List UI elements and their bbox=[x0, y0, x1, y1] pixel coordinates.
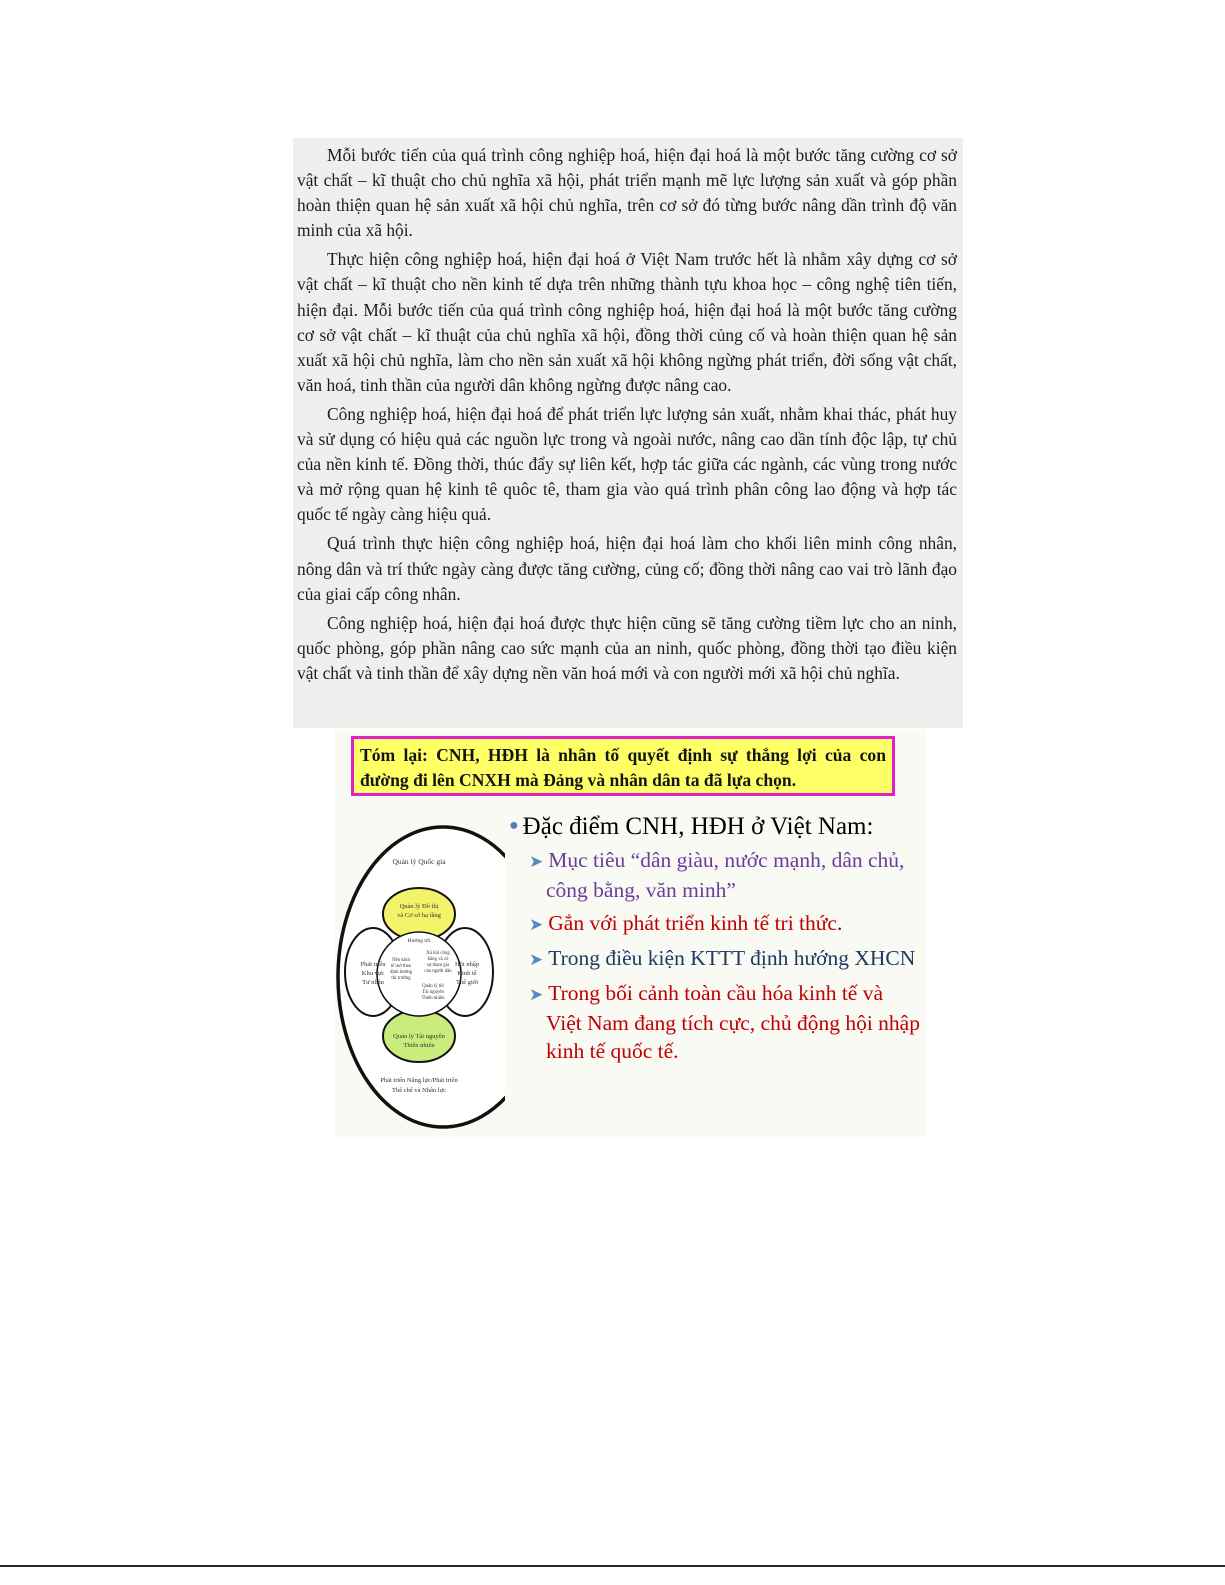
paragraph: Công nghiệp hoá, hiện đại hoá được thực hiện cũng sẽ tăng cường tiềm lực cho an ninh, quốc phòng, góp phần nâng cao sức mạnh của an ninh, quốc phòng, đồng thời tạo điều kiện vật chất và tinh thần để xây dựng nền văn hoá mới và con người mới xã hội chủ nghĩa. bbox=[297, 612, 957, 683]
list-item-tail: . bbox=[836, 911, 843, 935]
arrow-bullet-icon: ➤ bbox=[529, 985, 544, 1004]
outer-bottom-label: Phát triển Năng lực/Phát triển bbox=[380, 1077, 458, 1084]
center-title: Hướng tới bbox=[407, 938, 431, 944]
arrow-bullet-icon: ➤ bbox=[529, 852, 544, 871]
features-heading-text: Đặc điểm CNH, HĐH ở Việt Nam: bbox=[522, 813, 874, 840]
list-item-text: Gắn với phát triển kinh tế tri thức bbox=[548, 911, 837, 935]
paragraph: Thực hiện công nghiệp hoá, hiện đại hoá ở Việt Nam trước hết là nhằm xây dựng cơ sở vật chất – kĩ thuật cho nền kinh tế dựa trên những thành tựu khoa học – công nghệ tiên tiến, hiện đại. Mỗi bước tiến của quá trình công nghiệp hoá, hiện đại hoá là một bước tăng cường cơ sở vật chất – kĩ thuật của chủ nghĩa xã hội, đồng thời củng cố và hoàn thiện quan hệ sản xuất xã hội chủ nghĩa, làm cho nền sản xuất xã hội không ngừng phát triển, đời sống vật chất, văn hoá, tinh thần của người dân không ngừng được nâng cao. bbox=[297, 249, 957, 395]
right-petal-label: Thế giới bbox=[455, 979, 479, 986]
center-right-label: sự tham gia bbox=[426, 963, 450, 968]
center-right-label: của người dân bbox=[424, 969, 452, 974]
features-list bbox=[529, 846, 921, 1070]
center-left-label: thị trường bbox=[391, 976, 411, 981]
round-bullet-icon: ● bbox=[509, 817, 519, 834]
scanned-textbook-page bbox=[293, 138, 963, 728]
slide-panel bbox=[335, 729, 925, 1137]
center-bottom-label: Thiên nhiên bbox=[421, 996, 445, 1001]
center-left-label: tế mở theo bbox=[390, 964, 412, 969]
paragraph: Mỗi bước tiến của quá trình công nghiệp hoá, hiện đại hoá là một bước tăng cường cơ sở vật chất – kĩ thuật cho chủ nghĩa xã hội, phát triển mạnh mẽ lực lượng sản xuất và góp phần hoàn thiện quan hệ sản xuất xã hội chủ nghĩa, trên cơ sở đó từng bước nâng dần trình độ văn minh của xã hội. bbox=[297, 145, 957, 241]
list-item-text: Trong điều kiện KTTT định hướng XHCN bbox=[548, 946, 916, 970]
national-management-diagram bbox=[335, 824, 505, 1134]
outer-bottom-label: Thể chế và Nhân lực bbox=[391, 1087, 447, 1094]
list-item-text: Trong bối cảnh toàn cầu hóa kinh tế và Việt Nam đang tích cực, chủ động hội nhập kinh tế quốc tế. bbox=[546, 981, 920, 1063]
center-right-label: bằng và có bbox=[427, 957, 449, 962]
page-bottom-rule bbox=[0, 1565, 1225, 1567]
center-bottom-label: Quản lý tốt bbox=[422, 984, 444, 989]
top-petal-label: và Cơ sở hạ tầng bbox=[397, 912, 441, 919]
bottom-petal-label: Quản lý Tài nguyên bbox=[393, 1033, 445, 1040]
left-petal-label: Khu vực bbox=[361, 970, 385, 977]
arrow-bullet-icon: ➤ bbox=[529, 950, 544, 969]
list-item bbox=[529, 979, 921, 1065]
paragraph: Quá trình thực hiện công nghiệp hoá, hiện đại hoá làm cho khối liên minh công nhân, nông dân và trí thức ngày càng được tăng cường, củng cố; đồng thời nâng cao vai trò lãnh đạo của giai cấp công nhân. bbox=[297, 533, 957, 604]
center-left-label: định hướng bbox=[389, 970, 413, 975]
list-item bbox=[529, 944, 921, 974]
right-petal-label: Hội nhập bbox=[454, 961, 480, 968]
right-petal-label: Kinh tế bbox=[457, 970, 477, 977]
top-petal-label: Quản lý Đô thị bbox=[399, 903, 439, 910]
outer-top-label: Quản lý Quốc gia bbox=[392, 857, 446, 866]
bottom-petal-label: Thiên nhiên bbox=[403, 1042, 435, 1049]
center-right-label: Xã hội công bbox=[426, 951, 450, 956]
list-item-text: Mục tiêu “dân giàu, nước mạnh, dân chủ, công bằng, văn minh” bbox=[546, 848, 905, 902]
list-item bbox=[529, 909, 921, 939]
summary-box: Tóm lại: CNH, HĐH là nhân tố quyết định sự thắng lợi của con đường đi lên CNXH mà Đảng và nhân dân ta đã lựa chọn. bbox=[351, 736, 895, 796]
left-petal-label: Tư nhân bbox=[362, 979, 384, 986]
center-left-label: Nền kinh bbox=[392, 958, 410, 963]
paragraph: Công nghiệp hoá, hiện đại hoá để phát triển lực lượng sản xuất, nhằm khai thác, phát huy và sử dụng có hiệu quả các nguồn lực trong và ngoài nước, nâng cao dần tính độc lập, tự chủ của nền kinh tế. Đồng thời, thúc đẩy sự liên kết, hợp tác giữa các ngành, các vùng trong nước và mở rộng quan hệ kinh tê quôc tê, tham gia vào quá trình phân công lao động và hợp tác quốc tế ngày càng hiệu quả. bbox=[297, 403, 957, 525]
features-heading bbox=[509, 810, 929, 843]
center-bottom-label: Tài nguyên bbox=[422, 990, 444, 995]
list-item bbox=[529, 846, 921, 904]
left-petal-label: Phát triển bbox=[360, 961, 386, 968]
arrow-bullet-icon: ➤ bbox=[529, 915, 544, 934]
